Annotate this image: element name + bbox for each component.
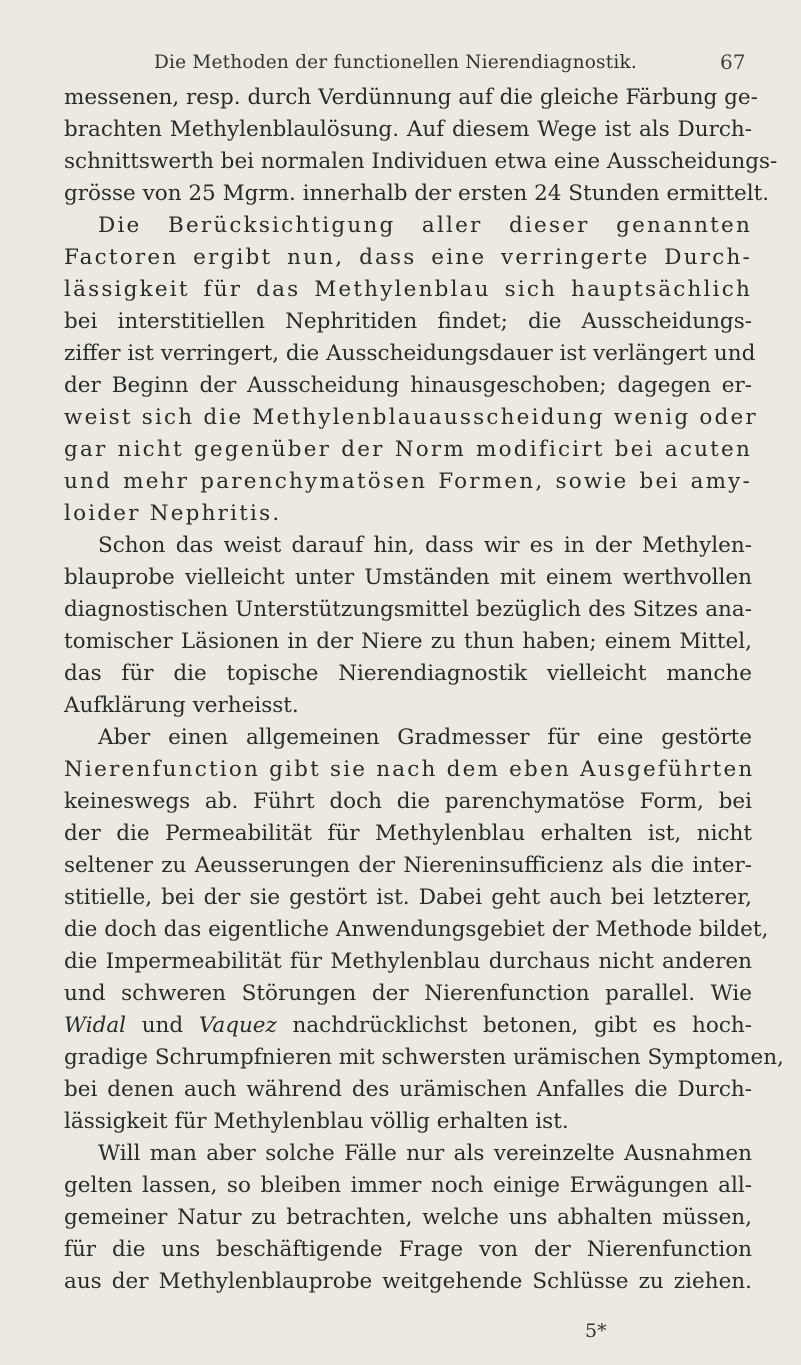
text-line-32: bei denen auch während des urämischen Anfalles die Durch- (64, 1077, 752, 1102)
text-line-36: gemeiner Natur zu betrachten, welche uns abhalten müssen, (64, 1205, 752, 1230)
running-title: Die Methoden der functionellen Nierendiagnostik. (153, 52, 637, 73)
text-line-9: ziffer ist verringert, die Ausscheidungsdauer ist verlängert und (64, 341, 756, 366)
text-line-6: Factoren ergibt nun, dass eine verringerte Durch- (64, 245, 752, 270)
text-line-12: gar nicht gegenüber der Norm modificirt bei acuten (64, 437, 752, 462)
text-line-7: lässigkeit für das Methylenblau sich hauptsächlich (64, 277, 752, 302)
text-line-25: seltener zu Aeusserungen der Niereninsufficienz als die inter- (64, 853, 752, 878)
text-line-26: stitielle, bei der sie gestört ist. Dabei geht auch bei letzterer, (64, 885, 752, 910)
page-number: 67 (720, 50, 746, 74)
text-line-24: der die Permeabilität für Methylenblau erhalten ist, nicht (64, 821, 752, 846)
text-line-28: die Impermeabilität für Methylenblau durchaus nicht anderen (64, 949, 752, 974)
text-line-27: die doch das eigentliche Anwendungsgebiet der Methode bildet, (64, 917, 769, 942)
text-line-16: blauprobe vielleicht unter Umständen mit einem werthvollen (64, 565, 752, 590)
text-line-10: der Beginn der Ausscheidung hinausgeschoben; dagegen er- (64, 373, 752, 398)
text-line-11: weist sich die Methylenblauausscheidung wenig oder (64, 405, 758, 430)
text-line-19: das für die topische Nierendiagnostik vielleicht manche (64, 661, 752, 686)
text-line-34: Will man aber solche Fälle nur als vereinzelte Ausnahmen (98, 1141, 752, 1166)
author-name-vaquez: Vaquez (198, 1013, 277, 1038)
text-line-20: Aufklärung verheisst. (64, 693, 299, 718)
text-line-8: bei interstitiellen Nephritiden findet; die Ausscheidungs- (64, 309, 752, 334)
text-line-38: aus der Methylenblauprobe weitgehende Schlüsse zu ziehen. (64, 1269, 752, 1294)
text-line-23: keineswegs ab. Führt doch die parenchymatöse Form, bei (64, 789, 752, 814)
text-line-15: Schon das weist darauf hin, dass wir es in der Methylen- (98, 533, 752, 558)
text-line-17: diagnostischen Unterstützungsmittel bezüglich des Sitzes ana- (64, 597, 752, 622)
author-name-widal: Widal (64, 1013, 127, 1038)
text-line-1: messenen, resp. durch Verdünnung auf die gleiche Färbung ge- (64, 85, 758, 110)
signature-mark: 5* (585, 1320, 607, 1342)
text-line-30 (64, 1010, 752, 1042)
text-line-4: grösse von 25 Mgrm. innerhalb der ersten 24 Stunden ermittelt. (64, 181, 770, 206)
text-line-14: loider Nephritis. (64, 501, 282, 526)
text-line-18: tomischer Läsionen in der Niere zu thun haben; einem Mittel, (64, 629, 752, 654)
text-line-21: Aber einen allgemeinen Gradmesser für eine gestörte (98, 725, 752, 750)
text-fragment: und (126, 1013, 199, 1038)
text-line-29: und schweren Störungen der Nierenfunction parallel. Wie (64, 981, 752, 1006)
text-fragment: nachdrücklichst betonen, gibt es hoch- (276, 1013, 752, 1038)
text-line-35: gelten lassen, so bleiben immer noch einige Erwägungen all- (64, 1173, 752, 1198)
text-line-5: Die Berücksichtigung aller dieser genannten (98, 213, 752, 238)
text-line-31: gradige Schrumpfnieren mit schwersten urämischen Symptomen, (64, 1045, 784, 1070)
text-line-33: lässigkeit für Methylenblau völlig erhalten ist. (64, 1109, 569, 1134)
text-line-37: für die uns beschäftigende Frage von der Nierenfunction (64, 1237, 752, 1262)
text-line-22: Nierenfunction gibt sie nach dem eben Ausgeführten (64, 757, 755, 782)
text-line-3: schnittswerth bei normalen Individuen etwa eine Ausscheidungs- (64, 149, 778, 174)
text-line-2: brachten Methylenblaulösung. Auf diesem Wege ist als Durch- (64, 117, 752, 142)
text-line-13: und mehr parenchymatösen Formen, sowie bei amy- (64, 469, 752, 494)
